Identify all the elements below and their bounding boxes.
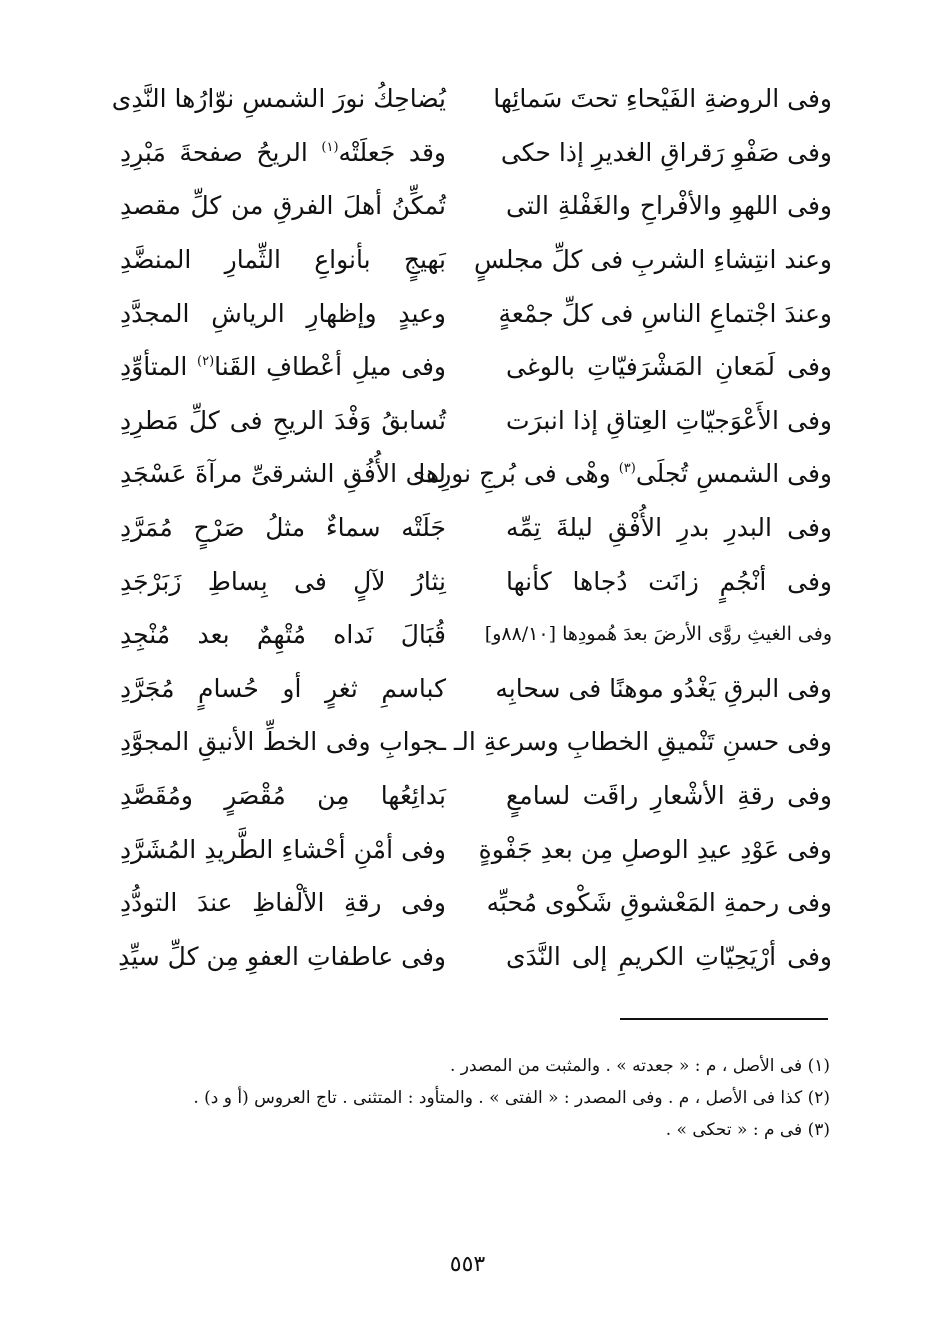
- verse-second-hemistich: وفى عاطفاتِ العفوِ مِن كلِّ سيِّدِ: [118, 941, 446, 971]
- verse-first-hemistich: وفى لَمَعانِ المَشْرَفيّاتِ بالوغى: [506, 352, 832, 382]
- verse: [120, 126, 832, 180]
- verse-first-hemistich: وفى أرْيَحِيّاتِ الكريمِ إلى النَّدَى: [506, 941, 832, 971]
- footnote: (١) فى الأصل ، م : « جعدته » . والمثبت من المصدر .: [449, 1056, 830, 1076]
- footnote-marker: (٢): [197, 354, 215, 370]
- verse-second-hemistich: وفى أمْنِ أحْشاءِ الطَّريدِ المُشَرَّدِ: [120, 834, 446, 864]
- verse: [120, 662, 832, 716]
- footnote-marker: (٣): [618, 461, 636, 477]
- hemistich-text: وفى الشمسِ تُجلَى: [635, 459, 832, 489]
- verse-first-hemistich: وعند انتِشاءِ الشربِ فى كلِّ مجلسٍ: [473, 245, 832, 275]
- hemistich-text: الريحُ صفحةَ مَبْرِدِ: [120, 137, 322, 167]
- verse-second-hemistich: [120, 137, 446, 167]
- verse-second-hemistich: تُمكِّنُ أهلَ الفرقِ من كلِّ مقصدِ: [120, 191, 446, 221]
- verse: [120, 233, 832, 287]
- page-number: ٥٥٣: [449, 1252, 486, 1277]
- verse: [120, 769, 832, 823]
- manuscript-folio-reference: [٨٨/١٠و]: [484, 623, 557, 646]
- verse-first-hemistich: وفى الأَعْوَجيّاتِ العِتاقِ إذا انبرَت: [506, 405, 832, 435]
- verse: [120, 822, 832, 876]
- verse-second-hemistich: قُبَالَ نَداه مُتْهِمٌ بعد مُنْجِدِ: [120, 620, 446, 650]
- verse-second-hemistich: بَهيجٍ بأنواعِ الثِّمارِ المنضَّدِ: [120, 245, 446, 275]
- verse-second-hemistich: لدى الأُفُقِ الشرقىِّ مرآةَ عَسْجَدِ: [120, 459, 446, 489]
- verse-first-hemistich: وعندَ اجْتماعِ الناسِ فى كلِّ جمْعةٍ: [498, 298, 832, 328]
- verse-second-hemistich: ـجوابِ وفى الخطِّ الأنيقِ المجوَّدِ: [120, 727, 446, 757]
- verse-second-hemistich: وفى رقةِ الألْفاظِ عندَ التودُّدِ: [120, 888, 446, 918]
- verse-first-hemistich: وفى الروضةِ الفَيْحاءِ تحتَ سَمائِها: [493, 84, 832, 114]
- verse: [120, 876, 832, 930]
- verse-first-hemistich: وفى رقةِ الأشْعارِ راقَت لسامعٍ: [506, 781, 832, 811]
- hemistich-text: وهْى فى بُرجِ نورِها: [418, 459, 619, 489]
- poem: [111, 72, 832, 992]
- verse-first-hemistich: وفى البرقِ يَغْدُو موهنًا فى سحابِه: [495, 673, 832, 703]
- verse: [120, 394, 832, 448]
- footnote: (٢) كذا فى الأصل ، م . وفى المصدر : « الفتى » . والمتأود : المتثنى . تاج العروس (أ و د) .: [193, 1088, 830, 1108]
- verse-second-hemistich: [120, 352, 446, 382]
- footnote-marker: (١): [321, 139, 339, 155]
- hemistich-text: وفى ميلِ أعْطافِ القَنا: [214, 352, 446, 382]
- verse: [120, 447, 832, 501]
- verse: [120, 608, 832, 662]
- verse: [120, 501, 832, 555]
- hemistich-text: وفى الغيثِ روَّى الأرضَ بعدَ هُمودِها: [562, 623, 832, 646]
- hemistich-text: وقد جَعلَتْه: [338, 137, 446, 167]
- verse-second-hemistich: كباسمِ ثغرٍ أو حُسامٍ مُجَرَّدِ: [120, 673, 446, 703]
- verse-first-hemistich: وفى البدرِ بدرِ الأُفْقِ ليلةَ تِمِّه: [506, 513, 832, 543]
- footnote-divider: [620, 1018, 828, 1020]
- verse-second-hemistich: يُضاحِكُ نورَ الشمسِ نوّارُها النَّدِى: [111, 84, 446, 114]
- verse-first-hemistich: وفى أنْجُمٍ زانَت دُجاها كأنها: [506, 566, 832, 596]
- verse-first-hemistich: وفى اللهوِ والأفْراحِ والغَفْلةِ التى: [506, 191, 832, 221]
- verse: [120, 340, 832, 394]
- verse: [120, 179, 832, 233]
- footnote: (٣) فى م : « تحكى » .: [665, 1120, 830, 1140]
- verse-second-hemistich: بَدائِعُها مِن مُقْصَرٍ ومُقَصَّدِ: [120, 781, 446, 811]
- verse-first-hemistich: وفى حسنِ تَنْميقِ الخطابِ وسرعةِ الـ: [453, 727, 832, 757]
- footnotes: [120, 1050, 830, 1146]
- verse: [120, 286, 832, 340]
- verse-first-hemistich: وفى صَفْوِ رَقراقِ الغديرِ إذا حكى: [500, 137, 832, 167]
- verse: [111, 72, 832, 126]
- verse-second-hemistich: نِثارُ لآلٍ فى بِساطِ زَبَرْجَدِ: [120, 566, 446, 596]
- verse-second-hemistich: تُسابقُ وَفْدَ الريحِ فى كلِّ مَطرِدِ: [120, 405, 446, 435]
- verse-first-hemistich: [418, 459, 832, 489]
- verse-first-hemistich: وفى عَوْدِ عيدِ الوصلِ مِن بعدِ جَفْوةٍ: [478, 834, 832, 864]
- verse: [120, 930, 832, 984]
- verse: [120, 715, 832, 769]
- verse: [120, 554, 832, 608]
- hemistich-text: المتأوِّدِ: [120, 352, 197, 382]
- verse-second-hemistich: وعيدٍ وإظهارِ الرياشِ المجدَّدِ: [120, 298, 446, 328]
- verse-first-hemistich: [484, 623, 832, 646]
- verse-second-hemistich: جَلَتْه سماءٌ مثلُ صَرْحٍ مُمَرَّدِ: [120, 513, 446, 543]
- verse-first-hemistich: وفى رحمةِ المَعْشوقِ شَكْوى مُحبِّه: [486, 888, 832, 918]
